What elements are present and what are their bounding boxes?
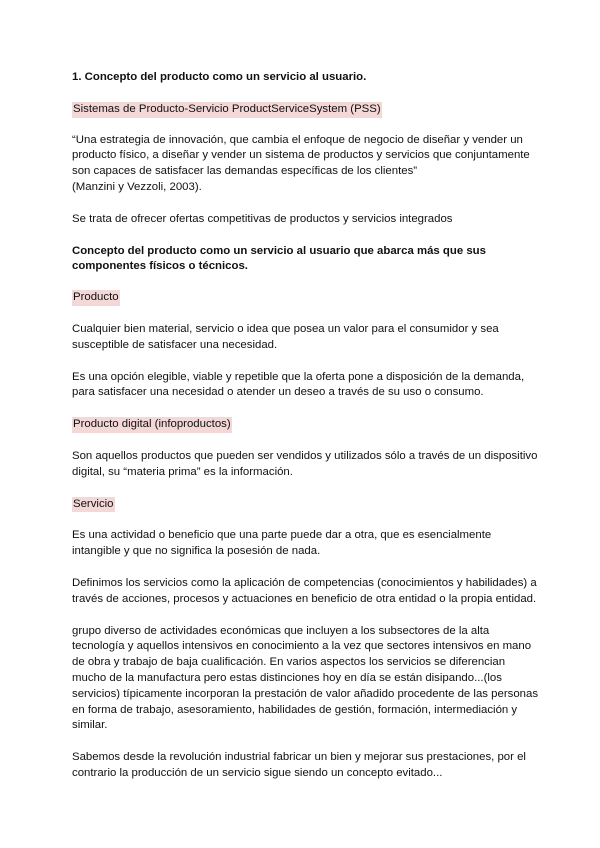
quote-paragraph bbox=[72, 133, 528, 196]
concept-heading bbox=[72, 244, 528, 276]
servicio-title bbox=[72, 497, 528, 513]
quote-line: “Una estrategia de innovación, que cambia el enfoque de negocio de diseñar y vender un bbox=[72, 133, 523, 146]
servicio-paragraph-1 bbox=[72, 528, 528, 560]
paragraph-line: Son aquellos productos que pueden ser vendidos y utilizados sólo a través de un dispositivo bbox=[72, 449, 538, 462]
paragraph-line: servicios) típicamente incorporan la prestación de valor añadido procedente de las personas bbox=[72, 687, 539, 700]
servicio-title-highlight: Servicio bbox=[72, 497, 115, 513]
producto-paragraph-2 bbox=[72, 370, 528, 402]
producto-title-highlight: Producto bbox=[72, 290, 120, 306]
digital-title-highlight: Producto digital (infoproductos) bbox=[72, 417, 232, 433]
section-heading: 1. Concepto del producto como un servicio al usuario. bbox=[72, 71, 367, 83]
digital-paragraph bbox=[72, 449, 538, 481]
pss-title bbox=[72, 102, 528, 118]
concept-heading-line: Concepto del producto como un servicio al usuario que abarca más que sus bbox=[72, 244, 486, 257]
pss-title-highlight: Sistemas de Producto-Servicio ProductServiceSystem (PSS) bbox=[72, 102, 382, 118]
paragraph-line: susceptible de satisfacer una necesidad. bbox=[72, 338, 278, 351]
paragraph-line: contrario la producción de un servicio sigue siendo un concepto evitado... bbox=[72, 766, 443, 779]
quote-line: producto físico, a diseñar y vender un sistema de productos y servicios que conjuntamente bbox=[72, 149, 530, 162]
paragraph-line: de obra y trabajo de baja cualificación. En varios aspectos los servicios se diferencian bbox=[72, 656, 506, 669]
paragraph-line: digital, su “materia prima” es la información. bbox=[72, 465, 293, 478]
paragraph-line: tecnología y aquellos intensivos en conocimiento a la vez que sectores intensivos en mano bbox=[72, 640, 532, 653]
paragraph-line: grupo diverso de actividades económicas que incluyen a los subsectores de la alta bbox=[72, 624, 490, 637]
paragraph-line: intangible y que no significa la posesión de nada. bbox=[72, 545, 321, 558]
paragraph-line: Es una actividad o beneficio que una parte puede dar a otra, que es esencialmente bbox=[72, 529, 492, 542]
paragraph-line: través de acciones, procesos y actuaciones en beneficio de otra entidad o la propia entidad. bbox=[72, 592, 537, 605]
producto-paragraph-1 bbox=[72, 322, 528, 354]
paragraph-line: Cualquier bien material, servicio o idea que posea un valor para el consumidor y sea bbox=[72, 322, 499, 335]
offer-paragraph: Se trata de ofrecer ofertas competitivas de productos y servicios integrados bbox=[72, 212, 453, 225]
paragraph-line: Sabemos desde la revolución industrial fabricar un bien y mejorar sus prestaciones, por el bbox=[72, 751, 526, 764]
quote-line: son capaces de satisfacer las demandas específicas de los clientes” bbox=[72, 165, 418, 178]
quote-citation: (Manzini y Vezzoli, 2003). bbox=[72, 180, 202, 193]
paragraph-line: mucho de la manufactura pero estas distinciones hoy en día se están disipando...(los bbox=[72, 671, 502, 684]
concept-heading-line: componentes físicos o técnicos. bbox=[72, 260, 248, 273]
servicio-paragraph-3 bbox=[72, 624, 539, 735]
digital-title bbox=[72, 417, 528, 433]
paragraph-line: en forma de trabajo, asesoramiento, habilidades de gestión, formación, intermediación y bbox=[72, 703, 518, 716]
paragraph-line: Es una opción elegible, viable y repetible que la oferta pone a disposición de la demanda, bbox=[72, 370, 525, 383]
producto-title bbox=[72, 290, 528, 306]
servicio-paragraph-4 bbox=[72, 750, 528, 782]
paragraph-line: para satisfacer una necesidad o atender un deseo a través de su uso o consumo. bbox=[72, 386, 484, 399]
servicio-paragraph-2 bbox=[72, 576, 537, 608]
paragraph-line: Definimos los servicios como la aplicación de competencias (conocimientos y habilidades) a bbox=[72, 576, 537, 589]
paragraph-line: similar. bbox=[72, 719, 108, 732]
